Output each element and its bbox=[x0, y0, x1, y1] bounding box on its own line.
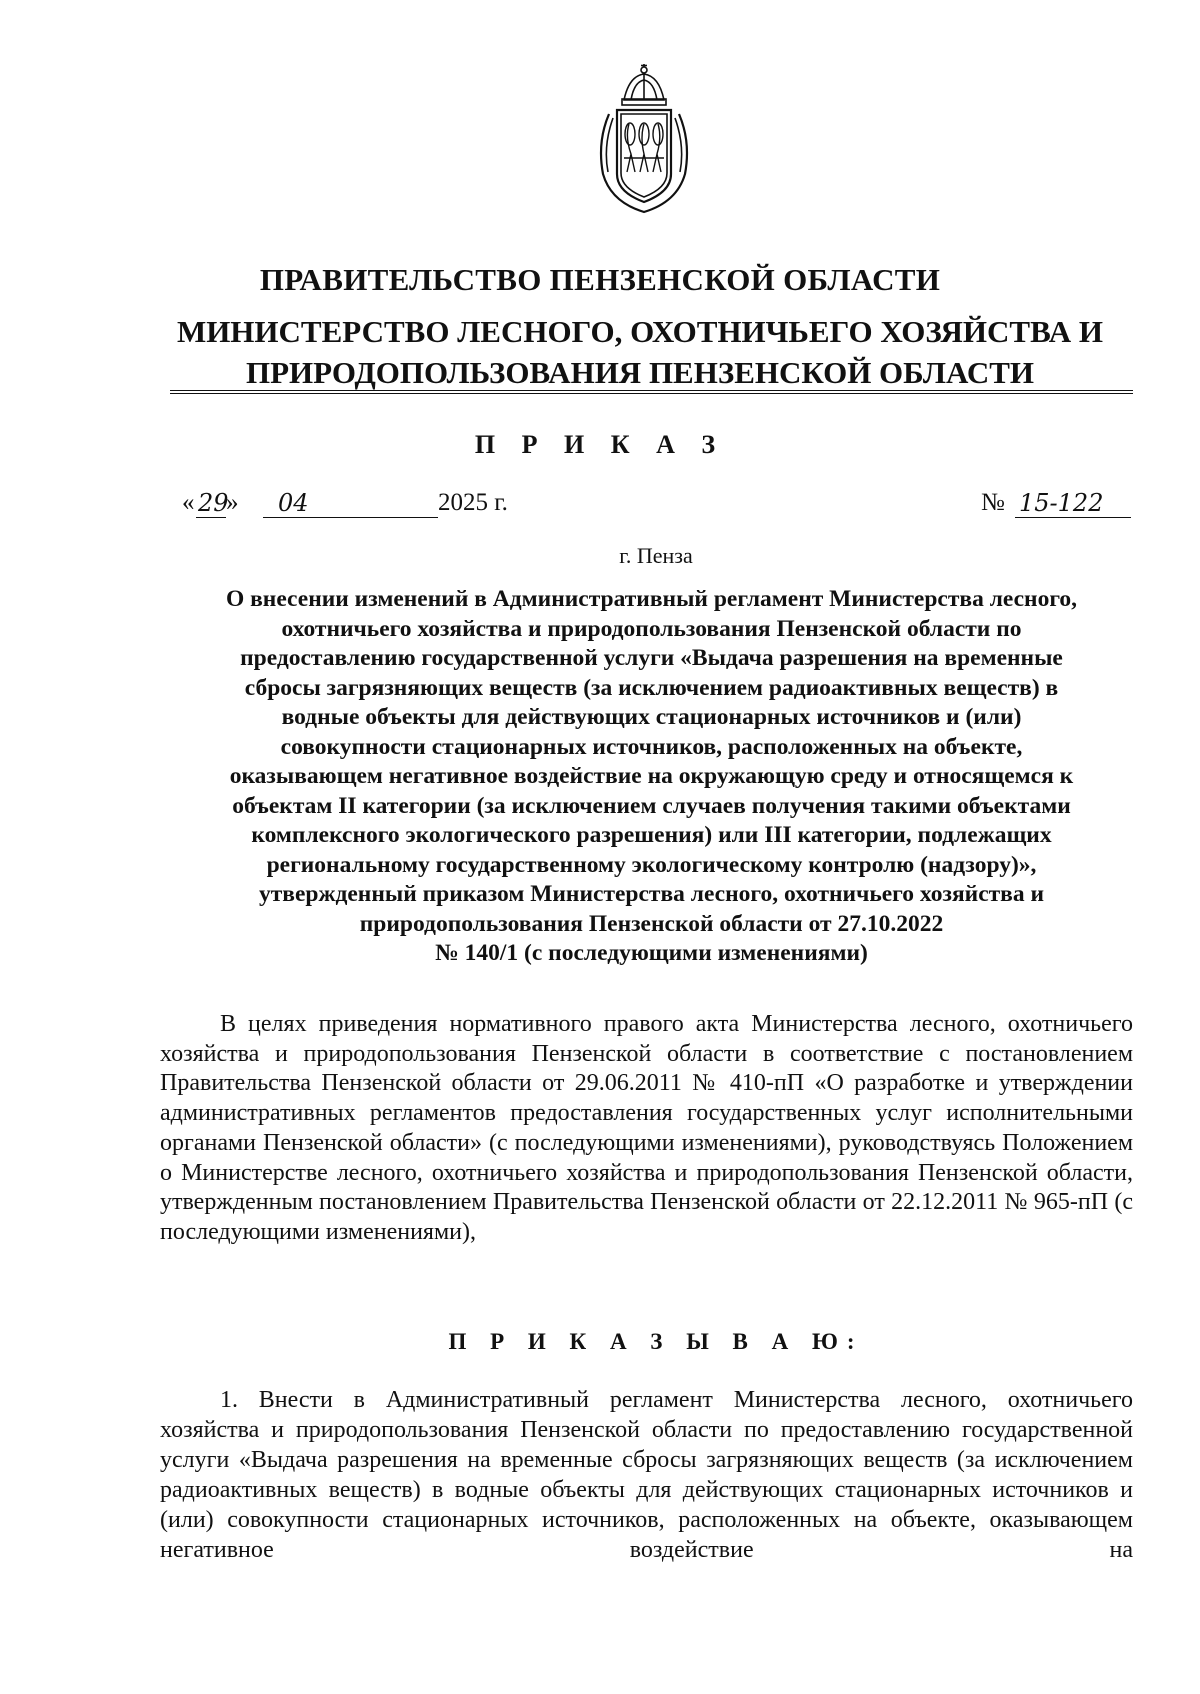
coat-of-arms-icon bbox=[589, 62, 699, 214]
order-item-paragraph: 1. Внести в Административный регламент Министерства лесного, охотничьего хозяйства и природопользования Пензенской области по предоставлению государственной услуги «Выдача разрешения на временные сбросы загрязняющих веществ (за исключением радиоактивных веществ) в водные объекты для действующих стационарных источников и (или) совокупности стационарных источников, расположенных на объекте, оказывающем негативное воздействие на bbox=[160, 1387, 1133, 1563]
number-value: 15-122 bbox=[1019, 489, 1104, 517]
number-prefix: № bbox=[981, 489, 1005, 516]
order-word: П Р И К А З Ы В А Ю: bbox=[448, 1329, 864, 1354]
date-day-underline bbox=[196, 517, 226, 518]
subject-line: природопользования Пензенской области от 27.10.2022 bbox=[359, 910, 944, 937]
order-number bbox=[981, 488, 1131, 528]
header-divider bbox=[170, 390, 1133, 394]
preamble bbox=[160, 1010, 1133, 1248]
order-title: П Р И К А З bbox=[474, 430, 726, 459]
subject-line: оказывающем негативное воздействие на окружающую среду и относящемся к bbox=[229, 763, 1074, 789]
subject-line: № 140/1 (с последующими изменениями) bbox=[435, 940, 868, 966]
subject-line: сбросы загрязняющих веществ (за исключением радиоактивных веществ) в bbox=[244, 674, 1059, 701]
subject-line: водные объекты для действующих стационарных источников и (или) bbox=[281, 704, 1022, 730]
number-underline bbox=[1015, 517, 1131, 518]
subject-line: предоставлению государственной услуги «Выдача разрешения на временные bbox=[240, 645, 1063, 671]
ministry-title-line: МИНИСТЕРСТВО ЛЕСНОГО, ОХОТНИЧЬЕГО ХОЗЯЙСТВА И bbox=[176, 314, 1104, 349]
order-item-1 bbox=[160, 1385, 1133, 1565]
ministry-title-line: ПРИРОДОПОЛЬЗОВАНИЯ ПЕНЗЕНСКОЙ ОБЛАСТИ bbox=[245, 355, 1035, 390]
preamble-paragraph: В целях приведения нормативного правого акта Министерства лесного, охотничьего хозяйства и природопользования Пензенской области в соответствие с постановлением Правительства Пензенской области от 29.06.2011 № 410-пП «О разработке и утверждении административных регламентов предоставления государственных услуг исполнительными органами Пензенской области» (с последующими изменениями), руководствуясь Положением о Министерстве лесного, охотничьего хозяйства и природопользования Пензенской области, утвержденным постановлением Правительства Пензенской области от 22.12.2011 № 965-пП (с последующими изменениями), bbox=[160, 1011, 1133, 1245]
subject-line: комплексного экологического разрешения) или III категории, подлежащих bbox=[251, 822, 1052, 848]
subject-line: объектам II категории (за исключением случаев получения такими объектами bbox=[232, 792, 1071, 819]
date-month: 04 bbox=[278, 489, 309, 517]
date-month-underline bbox=[263, 517, 438, 518]
subject-line: утвержденный приказом Министерства лесного, охотничьего хозяйства и bbox=[258, 881, 1045, 907]
ministry-title bbox=[160, 311, 1120, 393]
subject-line: О внесении изменений в Административный регламент Министерства лесного, bbox=[225, 586, 1078, 612]
government-title: ПРАВИТЕЛЬСТВО ПЕНЗЕНСКОЙ ОБЛАСТИ bbox=[259, 262, 941, 297]
date-year: 2025 г. bbox=[438, 489, 508, 516]
date-quote-close: » bbox=[226, 489, 239, 516]
order-city: г. Пенза bbox=[619, 543, 693, 568]
date-day: 29 bbox=[198, 489, 229, 517]
subject-line: охотничьего хозяйства и природопользования Пензенской области по bbox=[281, 615, 1022, 642]
subject-line: совокупности стационарных источников, расположенных на объекте, bbox=[280, 733, 1023, 760]
order-subject bbox=[170, 585, 1133, 969]
date-quote-open: « bbox=[182, 489, 195, 516]
subject-line: региональному государственному экологическому контролю (надзору)», bbox=[266, 851, 1037, 878]
